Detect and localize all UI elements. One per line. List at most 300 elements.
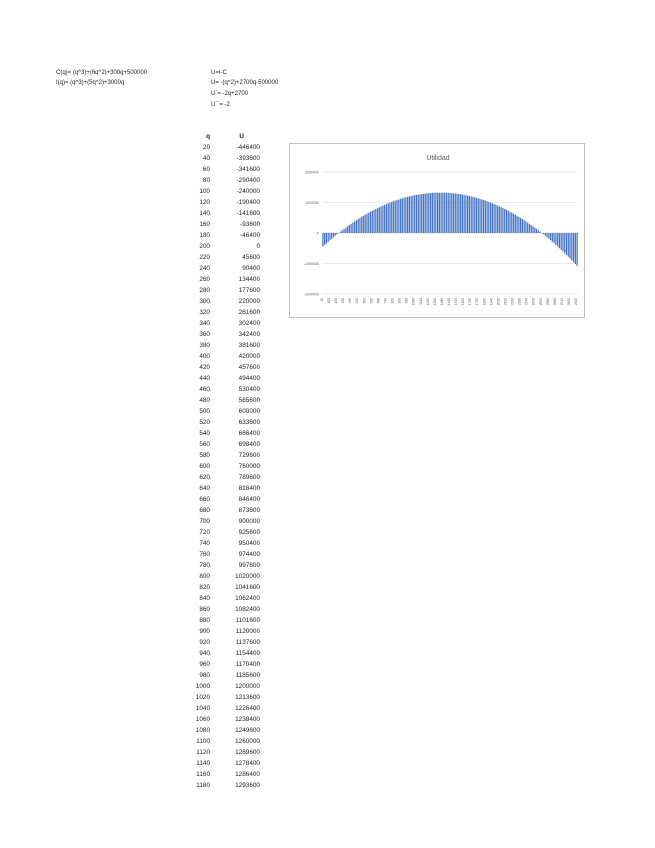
cell-u: -46400 xyxy=(240,232,260,239)
cell-q: 1180 xyxy=(196,782,210,789)
chart-bar xyxy=(389,203,390,233)
x-tick-label: 2740 xyxy=(559,298,564,306)
chart-bar xyxy=(352,223,353,233)
chart-bar xyxy=(425,194,426,233)
cell-q: 340 xyxy=(199,320,210,327)
table-row xyxy=(180,362,260,373)
chart-bar xyxy=(365,215,366,233)
table-row xyxy=(180,241,260,252)
cell-q: 160 xyxy=(199,221,210,228)
chart-bar xyxy=(516,216,517,233)
cell-q: 460 xyxy=(199,386,210,393)
cell-q: 20 xyxy=(202,144,210,151)
x-tick-label: 2180 xyxy=(510,298,515,306)
chart-bar xyxy=(363,216,364,233)
x-tick-label: 1540 xyxy=(454,298,459,306)
x-tick-label: 20 xyxy=(319,298,324,302)
cell-u: 974400 xyxy=(238,551,260,558)
cell-q: 980 xyxy=(199,672,210,679)
cell-q: 600 xyxy=(199,463,210,470)
chart-bar xyxy=(409,196,410,233)
chart-bar xyxy=(534,228,535,233)
cell-q: 300 xyxy=(199,298,210,305)
table-row xyxy=(180,175,260,186)
chart-bar xyxy=(479,199,480,233)
cell-u: 530400 xyxy=(238,386,260,393)
x-tick-label: 260 xyxy=(341,298,346,304)
table-row xyxy=(180,769,260,780)
chart-bar xyxy=(502,208,503,233)
chart-bar xyxy=(548,233,549,239)
chart-bar xyxy=(518,217,519,233)
chart-bar xyxy=(513,214,514,233)
table-row xyxy=(180,582,260,593)
table-row xyxy=(180,329,260,340)
cell-q: 1100 xyxy=(196,738,210,745)
chart-bar xyxy=(515,215,516,233)
chart-y-axis xyxy=(304,171,319,297)
x-tick-label: 420 xyxy=(355,298,360,304)
chart-bar xyxy=(396,200,397,233)
table-row xyxy=(180,780,260,791)
cell-q: 260 xyxy=(199,276,210,283)
cell-q: 380 xyxy=(199,342,210,349)
x-tick-label: 2340 xyxy=(524,298,529,306)
table-row xyxy=(180,252,260,263)
cell-u: 846400 xyxy=(238,496,260,503)
x-tick-label: 500 xyxy=(362,298,367,304)
cell-u: 1200000 xyxy=(235,683,260,690)
chart-bar xyxy=(474,197,475,233)
chart-bar xyxy=(430,193,431,233)
cell-q: 560 xyxy=(199,441,210,448)
x-tick-label: 1860 xyxy=(482,298,487,306)
cell-u: 1249600 xyxy=(235,727,260,734)
chart-bar xyxy=(412,196,413,233)
chart-bar xyxy=(324,233,325,245)
table-row xyxy=(180,230,260,241)
cell-u: 1213600 xyxy=(235,694,260,701)
table-row xyxy=(180,714,260,725)
chart-bar xyxy=(370,212,371,233)
x-tick-label: 340 xyxy=(348,298,353,304)
chart-bar xyxy=(382,206,383,233)
cell-q: 700 xyxy=(199,518,210,525)
cell-q: 780 xyxy=(199,562,210,569)
cell-q: 1080 xyxy=(195,727,210,734)
chart-bar xyxy=(400,199,401,233)
chart-bar xyxy=(446,193,447,233)
chart-bar xyxy=(481,199,482,233)
cell-u: 220000 xyxy=(238,298,260,305)
cell-u: 1269600 xyxy=(235,749,260,756)
cell-q: 800 xyxy=(199,573,210,580)
chart-bar xyxy=(340,232,341,233)
table-row xyxy=(180,439,260,450)
header-u: U xyxy=(239,133,244,140)
cell-q: 200 xyxy=(199,243,210,250)
equation-profit: U= -(q^2)+2700q-500000 xyxy=(211,80,279,86)
x-tick-label: 1060 xyxy=(411,298,416,306)
equation-profit-def: U=I-C xyxy=(211,70,227,76)
cell-u: -393600 xyxy=(236,155,260,162)
chart-bar xyxy=(573,233,574,262)
chart-bar xyxy=(419,194,420,233)
profit-chart[interactable] xyxy=(289,143,585,318)
cell-q: 240 xyxy=(199,265,210,272)
table-row xyxy=(180,560,260,571)
table-row xyxy=(180,197,260,208)
cell-u: 925600 xyxy=(238,529,260,536)
x-tick-label: 1780 xyxy=(475,298,480,306)
cell-u: 1286400 xyxy=(235,771,260,778)
chart-bars xyxy=(322,193,577,266)
chart-bar xyxy=(402,198,403,233)
chart-bar xyxy=(456,194,457,233)
x-tick-label: 740 xyxy=(383,298,388,304)
chart-bar xyxy=(568,233,569,257)
cell-q: 120 xyxy=(199,199,210,206)
x-tick-label: 1220 xyxy=(425,298,430,306)
chart-bar xyxy=(345,228,346,233)
chart-bar xyxy=(411,196,412,233)
cell-q: 80 xyxy=(202,177,210,184)
table-row xyxy=(180,626,260,637)
chart-bar xyxy=(462,195,463,233)
table-row xyxy=(180,417,260,428)
cell-u: 134400 xyxy=(238,276,260,283)
table-row xyxy=(180,747,260,758)
chart-bar xyxy=(485,201,486,233)
x-tick-label: 2660 xyxy=(552,298,557,306)
cell-u: 1293600 xyxy=(235,782,260,789)
cell-u: 1185600 xyxy=(235,672,260,679)
chart-bar xyxy=(539,232,540,233)
cell-q: 140 xyxy=(199,210,210,217)
chart-bar xyxy=(405,197,406,233)
chart-bar xyxy=(451,193,452,233)
cell-q: 960 xyxy=(199,661,210,668)
cell-q: 1020 xyxy=(195,694,210,701)
chart-bar xyxy=(509,212,510,233)
cell-u: -240000 xyxy=(236,188,260,195)
cell-q: 540 xyxy=(199,430,210,437)
table-row xyxy=(180,659,260,670)
chart-bar xyxy=(437,193,438,233)
table-header xyxy=(180,131,260,142)
table-row xyxy=(180,318,260,329)
chart-bar xyxy=(524,220,525,233)
cell-u: 666400 xyxy=(238,430,260,437)
cell-q: 1160 xyxy=(196,771,210,778)
chart-bar xyxy=(347,226,348,233)
cell-u: 1101600 xyxy=(235,617,260,624)
cell-u: 729600 xyxy=(238,452,260,459)
cell-q: 360 xyxy=(199,331,210,338)
chart-bar xyxy=(455,194,456,233)
equation-second-derivative: U´´= -2 xyxy=(211,102,230,108)
cell-u: -290400 xyxy=(236,177,260,184)
table-row xyxy=(180,384,260,395)
cell-q: 820 xyxy=(199,584,210,591)
equation-first-derivative: U´= -2q+2700 xyxy=(211,91,249,97)
chart-bar xyxy=(388,203,389,233)
x-tick-label: 180 xyxy=(334,298,339,304)
cell-u: 0 xyxy=(256,243,260,250)
cell-q: 860 xyxy=(199,606,210,613)
y-tick-label: -2000000 xyxy=(303,292,319,297)
cell-q: 280 xyxy=(199,287,210,294)
chart-bar xyxy=(366,214,367,233)
table-row xyxy=(180,373,260,384)
table-row xyxy=(180,538,260,549)
cell-q: 1120 xyxy=(196,749,210,756)
header-q: q xyxy=(206,133,210,140)
cell-u: 457600 xyxy=(238,364,260,371)
chart-bar xyxy=(495,205,496,233)
y-tick-label: 1000000 xyxy=(305,201,319,205)
chart-svg xyxy=(290,144,586,319)
chart-bar xyxy=(356,220,357,233)
cell-q: 660 xyxy=(199,496,210,503)
chart-bar xyxy=(421,194,422,233)
cell-q: 1140 xyxy=(196,760,210,767)
cell-q: 1060 xyxy=(195,716,210,723)
table-row xyxy=(180,263,260,274)
cell-q: 60 xyxy=(202,166,210,173)
y-tick-label: 2000000 xyxy=(305,170,319,175)
cell-q: 1000 xyxy=(195,683,210,690)
chart-bar xyxy=(428,193,429,233)
cell-u: 698400 xyxy=(238,441,260,448)
chart-bar xyxy=(522,219,523,233)
chart-bar xyxy=(545,233,546,236)
chart-bar xyxy=(329,233,330,240)
chart-bar xyxy=(439,193,440,233)
cell-u: 1278400 xyxy=(235,760,260,767)
chart-bar xyxy=(391,202,392,233)
chart-bar xyxy=(359,218,360,233)
chart-bar xyxy=(328,233,329,242)
x-tick-label: 1380 xyxy=(439,298,444,306)
table-row xyxy=(180,648,260,659)
table-row xyxy=(180,516,260,527)
chart-bar xyxy=(464,195,465,233)
chart-bar xyxy=(458,194,459,233)
chart-bar xyxy=(546,233,547,237)
chart-bar xyxy=(423,194,424,233)
x-tick-label: 1620 xyxy=(461,298,466,306)
x-tick-label: 2260 xyxy=(517,298,522,306)
chart-bar xyxy=(552,233,553,242)
chart-bar xyxy=(506,210,507,233)
cell-q: 940 xyxy=(199,650,210,657)
y-tick-label: -1000000 xyxy=(303,262,319,266)
table-row xyxy=(180,692,260,703)
cell-q: 920 xyxy=(199,639,210,646)
chart-bar xyxy=(373,210,374,233)
chart-bar xyxy=(508,211,509,233)
cell-u: 1226400 xyxy=(235,705,260,712)
chart-bar xyxy=(435,193,436,233)
cell-u: 90400 xyxy=(242,265,260,272)
cell-u: 873600 xyxy=(238,507,260,514)
cell-q: 220 xyxy=(199,254,210,261)
chart-bar xyxy=(520,218,521,233)
cell-u: 1137600 xyxy=(235,639,260,646)
chart-bar xyxy=(531,225,532,233)
cell-u: -446400 xyxy=(236,144,260,151)
cell-q: 760 xyxy=(199,551,210,558)
chart-bar xyxy=(351,224,352,233)
chart-bar xyxy=(511,213,512,233)
table-row xyxy=(180,483,260,494)
cell-q: 840 xyxy=(199,595,210,602)
x-tick-label: 2500 xyxy=(538,298,543,306)
chart-bar xyxy=(557,233,558,247)
cell-u: -341600 xyxy=(236,166,260,173)
chart-bar xyxy=(472,197,473,233)
chart-bar xyxy=(433,193,434,233)
table-row xyxy=(180,428,260,439)
chart-bar xyxy=(442,193,443,233)
table-row xyxy=(180,340,260,351)
chart-bar xyxy=(497,206,498,233)
chart-bar xyxy=(538,230,539,233)
table-row xyxy=(180,142,260,153)
chart-bar xyxy=(331,233,332,239)
chart-bar xyxy=(444,193,445,233)
chart-bar xyxy=(342,230,343,233)
cell-q: 900 xyxy=(199,628,210,635)
table-row xyxy=(180,153,260,164)
x-tick-label: 2900 xyxy=(574,298,579,306)
chart-bar xyxy=(571,233,572,260)
chart-bar xyxy=(441,193,442,233)
cell-u: 789600 xyxy=(238,474,260,481)
cell-u: 633600 xyxy=(238,419,260,426)
table-row xyxy=(180,758,260,769)
cell-u: -190400 xyxy=(236,199,260,206)
cell-u: 177600 xyxy=(238,287,260,294)
table-row xyxy=(180,703,260,714)
cell-q: 640 xyxy=(199,485,210,492)
cell-u: -141600 xyxy=(236,210,260,217)
chart-bar xyxy=(575,233,576,264)
x-tick-label: 2020 xyxy=(496,298,501,306)
table-row xyxy=(180,604,260,615)
table-row xyxy=(180,164,260,175)
chart-bar xyxy=(349,225,350,233)
cell-u: 760000 xyxy=(238,463,260,470)
chart-bar xyxy=(395,201,396,233)
chart-bar xyxy=(358,219,359,233)
chart-bar xyxy=(398,199,399,233)
table-row xyxy=(180,274,260,285)
chart-bar xyxy=(384,205,385,233)
chart-bar xyxy=(543,233,544,234)
table-row xyxy=(180,296,260,307)
cell-q: 480 xyxy=(199,397,210,404)
cell-q: 1040 xyxy=(195,705,210,712)
table-row xyxy=(180,725,260,736)
chart-bar xyxy=(490,203,491,233)
chart-x-axis xyxy=(320,298,578,305)
chart-bar xyxy=(379,207,380,233)
chart-bar xyxy=(361,217,362,233)
cell-q: 400 xyxy=(199,353,210,360)
chart-bar xyxy=(566,233,567,255)
x-tick-label: 2820 xyxy=(567,298,572,306)
chart-bar xyxy=(492,203,493,233)
table-row xyxy=(180,395,260,406)
chart-bar xyxy=(368,213,369,233)
x-tick-label: 1940 xyxy=(489,298,494,306)
table-row xyxy=(180,472,260,483)
table-row xyxy=(180,219,260,230)
chart-bar xyxy=(486,201,487,233)
cell-q: 580 xyxy=(199,452,210,459)
equation-cost: C(q)= (q^3)+(6q^2)+300q+500000 xyxy=(56,70,148,76)
chart-bar xyxy=(375,209,376,233)
y-tick-label: 0 xyxy=(317,231,319,236)
chart-bar xyxy=(559,233,560,248)
chart-bar xyxy=(483,200,484,233)
cell-u: 997600 xyxy=(238,562,260,569)
cell-q: 440 xyxy=(199,375,210,382)
cell-u: 342400 xyxy=(238,331,260,338)
cell-u: 818400 xyxy=(238,485,260,492)
chart-bar xyxy=(377,208,378,233)
chart-bar xyxy=(501,207,502,233)
cell-u: 381600 xyxy=(238,342,260,349)
chart-bar xyxy=(418,195,419,233)
chart-bar xyxy=(432,193,433,233)
x-tick-label: 2100 xyxy=(503,298,508,306)
table-row xyxy=(180,505,260,516)
cell-u: -93600 xyxy=(240,221,260,228)
cell-q: 680 xyxy=(199,507,210,514)
chart-bar xyxy=(381,206,382,233)
cell-q: 420 xyxy=(199,364,210,371)
chart-bar xyxy=(529,224,530,233)
table-row xyxy=(180,736,260,747)
chart-bar xyxy=(488,202,489,233)
table-row xyxy=(180,186,260,197)
cell-q: 720 xyxy=(199,529,210,536)
table-row xyxy=(180,637,260,648)
table-row xyxy=(180,450,260,461)
cell-u: 1062400 xyxy=(235,595,260,602)
cell-u: 420000 xyxy=(238,353,260,360)
cell-u: 1082400 xyxy=(235,606,260,613)
x-tick-label: 580 xyxy=(369,298,374,304)
cell-q: 880 xyxy=(199,617,210,624)
cell-q: 180 xyxy=(199,232,210,239)
chart-bar xyxy=(527,223,528,233)
table-row xyxy=(180,406,260,417)
table-row xyxy=(180,670,260,681)
chart-bar xyxy=(322,233,323,247)
table-row xyxy=(180,351,260,362)
cell-u: 1170400 xyxy=(235,661,260,668)
cell-u: 950400 xyxy=(238,540,260,547)
chart-bar xyxy=(354,221,355,233)
chart-bar xyxy=(561,233,562,250)
chart-bar xyxy=(576,233,577,266)
chart-bar xyxy=(532,226,533,233)
cell-u: 1020000 xyxy=(235,573,260,580)
